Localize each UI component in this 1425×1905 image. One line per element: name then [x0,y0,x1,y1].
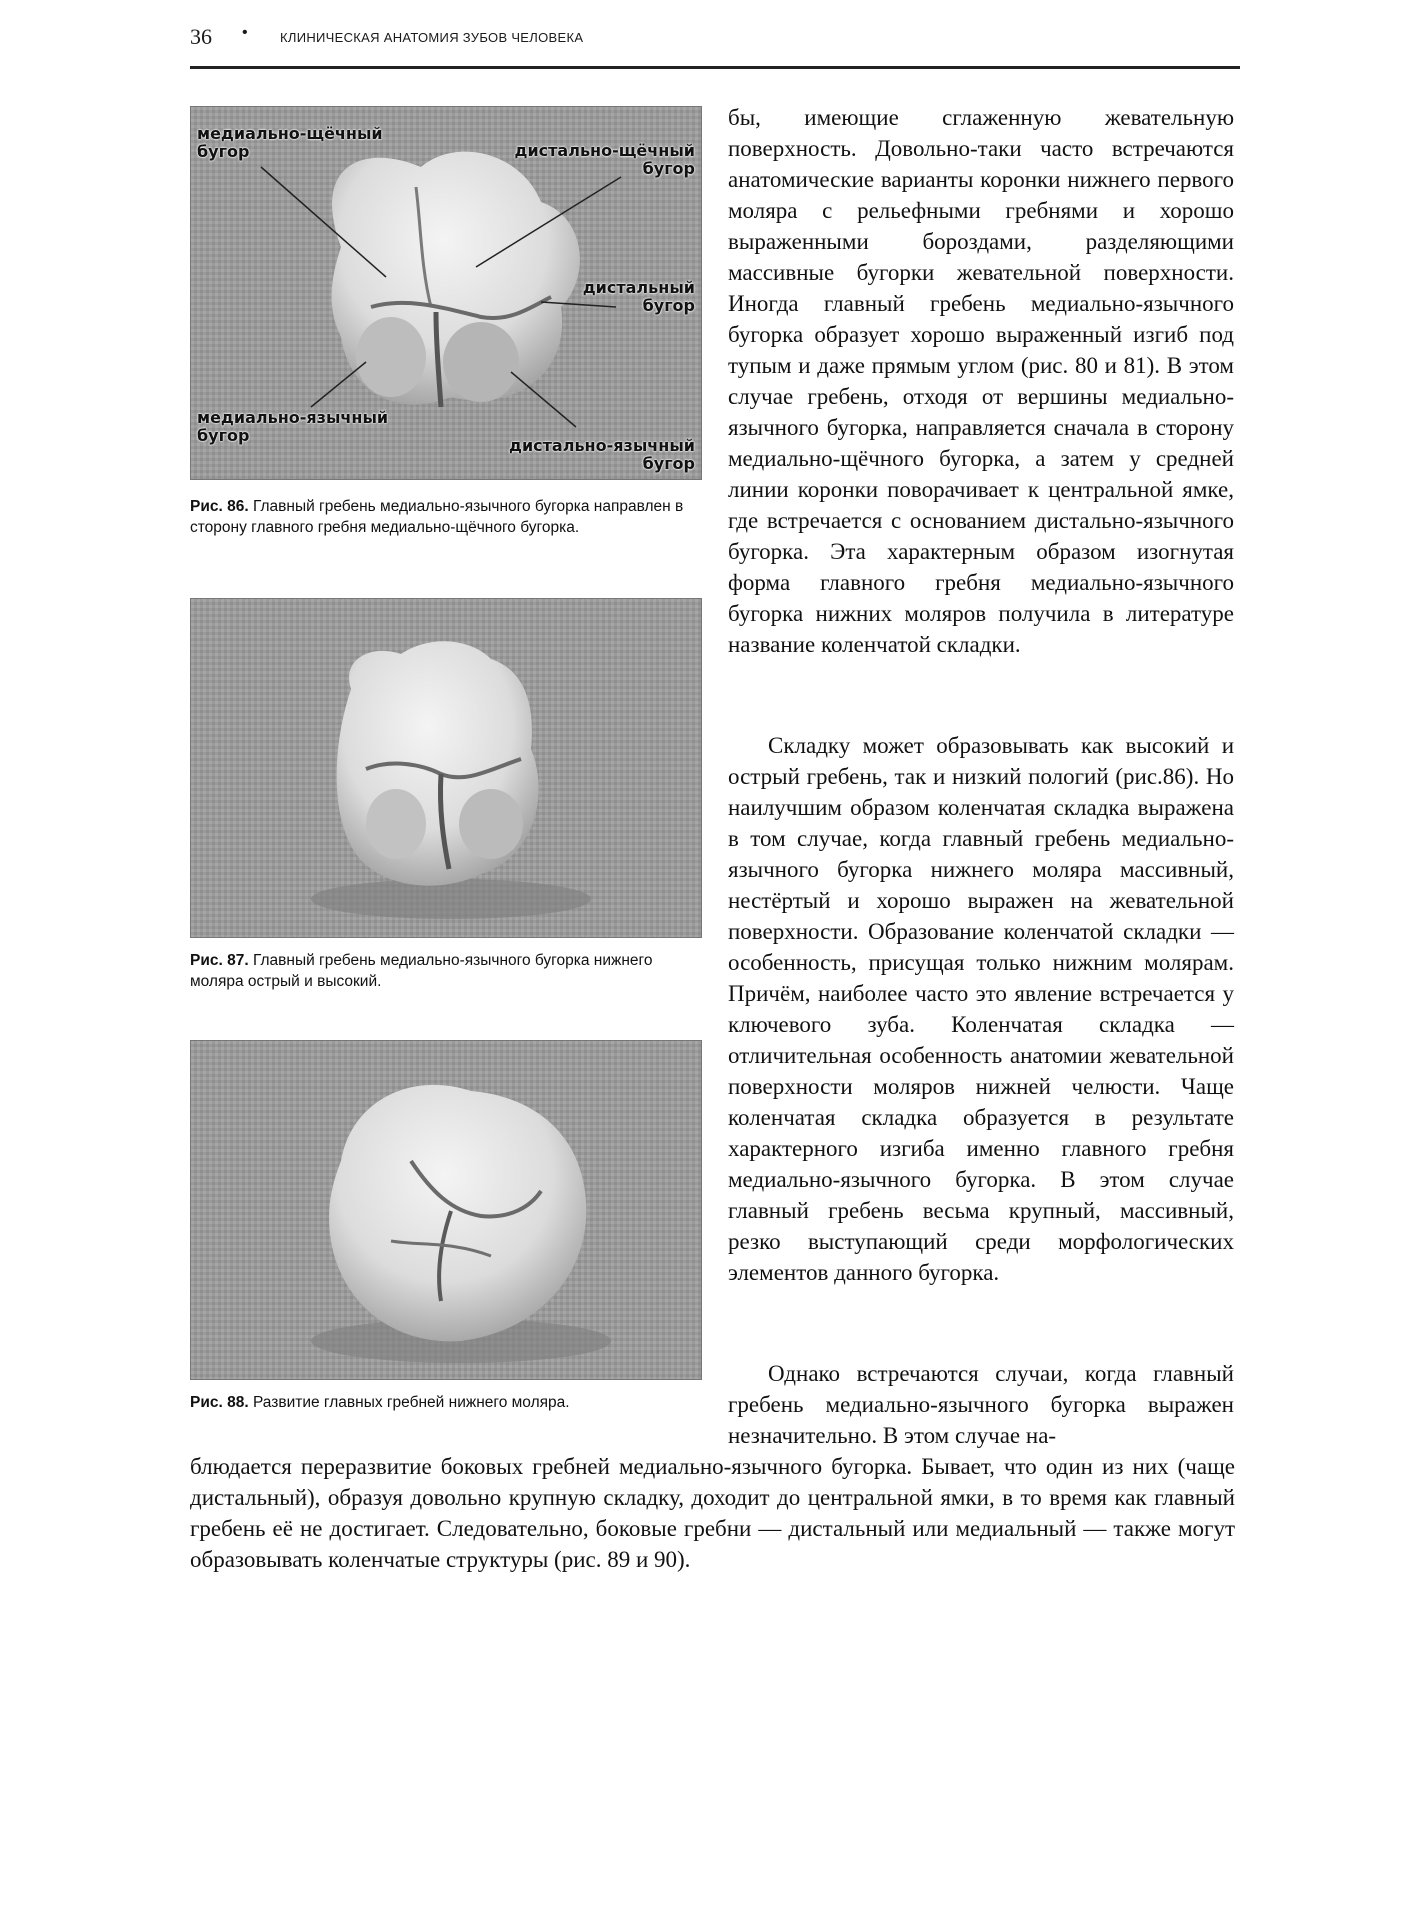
running-title: КЛИНИЧЕСКАЯ АНАТОМИЯ ЗУБОВ ЧЕЛОВЕКА [280,30,584,45]
figure-87-caption [190,950,700,992]
label-distobuccal-cusp: дистально-щёчный бугор [514,141,695,178]
page-number: 36 [190,24,212,49]
figure-86-photo [190,106,702,480]
tooth-photo-87 [191,599,701,937]
label-mesiolingual-cusp: медиально-язычный бугор [197,408,389,445]
header-bullet: • [242,24,248,41]
figure-86-caption [190,496,700,538]
tooth-photo-88 [191,1041,701,1379]
label-distal-cusp: дистальный бугор [582,278,695,315]
body-paragraph-2: Складку может образовывать как высокий и острый гребень, так и низкий пологий (рис.86). Но наилучшим образом коленчатая складка выражена в том случае, когда главный гребень медиально-язычного бугорка нижнего моляра массивный, нестёртый и хорошо выражен на жевательной поверхности. Образование коленчатой складки — особенность, присущая только нижним молярам. Причём, наиболее часто это явление встречается у ключевого зуба. Коленчатая складка — отличительная особенность анатомии жевательной поверхности моляров нижней челюсти. Чаще коленчатая складка образуется в результате характерного изгиба именно главного гребня медиально-язычного бугорка. В этом случае главный гребень весьма крупный, массивный, резко выступающий среди морфологических элементов данного бугорка. [728,733,1234,1285]
caption-text: Главный гребень медиально-язычного бугорка нижнего моляра острый и высокий. [190,952,653,990]
caption-label: Рис. 86. [190,498,249,515]
figure-87-photo [190,598,702,938]
figure-88-photo [190,1040,702,1380]
running-header [190,24,1240,54]
body-paragraph-3-full: блюдается переразвитие боковых гребней медиально-язычного бугорка. Бывает, что один из них (чаще дистальный), образуя довольно крупную складку, доходит до центральной ямки, в то время как главный гребень её не достигает. Следовательно, боковые гребни — дистальный или медиальный — также могут образовывать коленчатые структуры (рис. 89 и 90). [190,1454,1235,1572]
caption-text: Главный гребень медиально-язычного бугорка направлен в сторону главного гребня медиально-щёчного бугорка. [190,498,684,536]
body-paragraph-1: бы, имеющие сглаженную жевательную поверхность. Довольно-таки часто встречаются анатомические варианты коронки нижнего первого моляра с рельефными гребнями и хорошо выраженными бороздами, разделяющими массивные бугорки жевательной поверхности. Иногда главный гребень медиально-язычного бугорка образует хорошо выраженный изгиб под тупым и даже прямым углом (рис. 80 и 81). В этом случае гребень, отходя от вершины медиально-язычного бугорка, направляется сначала в сторону медиально-щёчного бугорка, а затем у средней линии коронки поворачивает к центральной ямке, где встречается с основанием дистально-язычного бугорка. Эта характерным образом изогнутая форма главного гребня медиально-язычного бугорка нижних моляров получила в литературе название коленчатой складки. [728,105,1234,657]
caption-label: Рис. 87. [190,952,249,969]
body-paragraph-3-column: Однако встречаются случаи, когда главный гребень медиально-язычного бугорка выражен незначительно. В этом случае на- [728,1361,1234,1448]
caption-text: Развитие главных гребней нижнего моляра. [252,1394,570,1411]
label-distolingual-cusp: дистально-язычный бугор [509,436,695,473]
figure-88-caption [190,1392,700,1413]
caption-label: Рис. 88. [190,1394,249,1411]
label-mesiobuccal-cusp: медиально-щёчный бугор [197,124,383,161]
header-rule [190,66,1240,69]
